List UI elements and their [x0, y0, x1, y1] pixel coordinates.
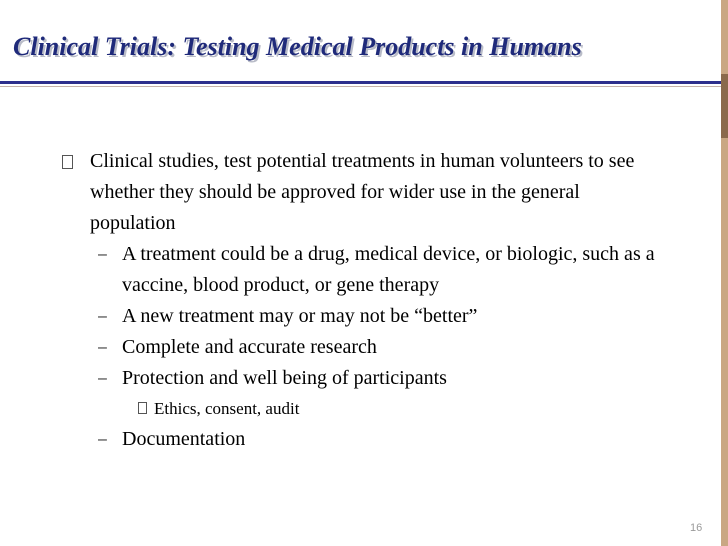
dash-bullet-icon: – [98, 431, 107, 448]
title-underline [0, 81, 728, 84]
slide-title: Clinical Trials: Testing Medical Products in Humans [13, 32, 582, 61]
square-bullet-icon [62, 155, 73, 169]
sub-sub-bullet [58, 394, 658, 424]
sub-sub-bullet-text: Ethics, consent, audit [154, 399, 300, 418]
sub-bullet [58, 301, 658, 332]
page-number: 16 [690, 522, 703, 534]
right-decorative-bar-accent [721, 74, 728, 138]
title-underline-accent [0, 86, 728, 87]
sub-bullet [58, 332, 658, 363]
sub-bullet-list [58, 239, 658, 394]
square-bullet-icon [138, 402, 147, 414]
main-bullet-text: Clinical studies, test potential treatments in human volunteers to see whether they should be approved for wider use in the general population [90, 150, 635, 234]
dash-bullet-icon: – [98, 370, 107, 387]
dash-bullet-icon: – [98, 339, 107, 356]
sub-bullet-text: Complete and accurate research [122, 336, 377, 358]
dash-bullet-icon: – [98, 246, 107, 263]
sub-bullet [58, 424, 658, 455]
sub-bullet [58, 363, 658, 394]
dash-bullet-icon: – [98, 308, 107, 325]
sub-bullet-text: Protection and well being of participants [122, 367, 447, 389]
sub-bullet-text: Documentation [122, 428, 246, 450]
slide-body [58, 146, 658, 455]
main-bullet [58, 146, 658, 239]
sub-bullet-text: A new treatment may or may not be “better” [122, 305, 478, 327]
sub-bullet [58, 239, 658, 301]
sub-bullet-text: A treatment could be a drug, medical device, or biologic, such as a vaccine, blood product, or gene therapy [122, 243, 655, 296]
